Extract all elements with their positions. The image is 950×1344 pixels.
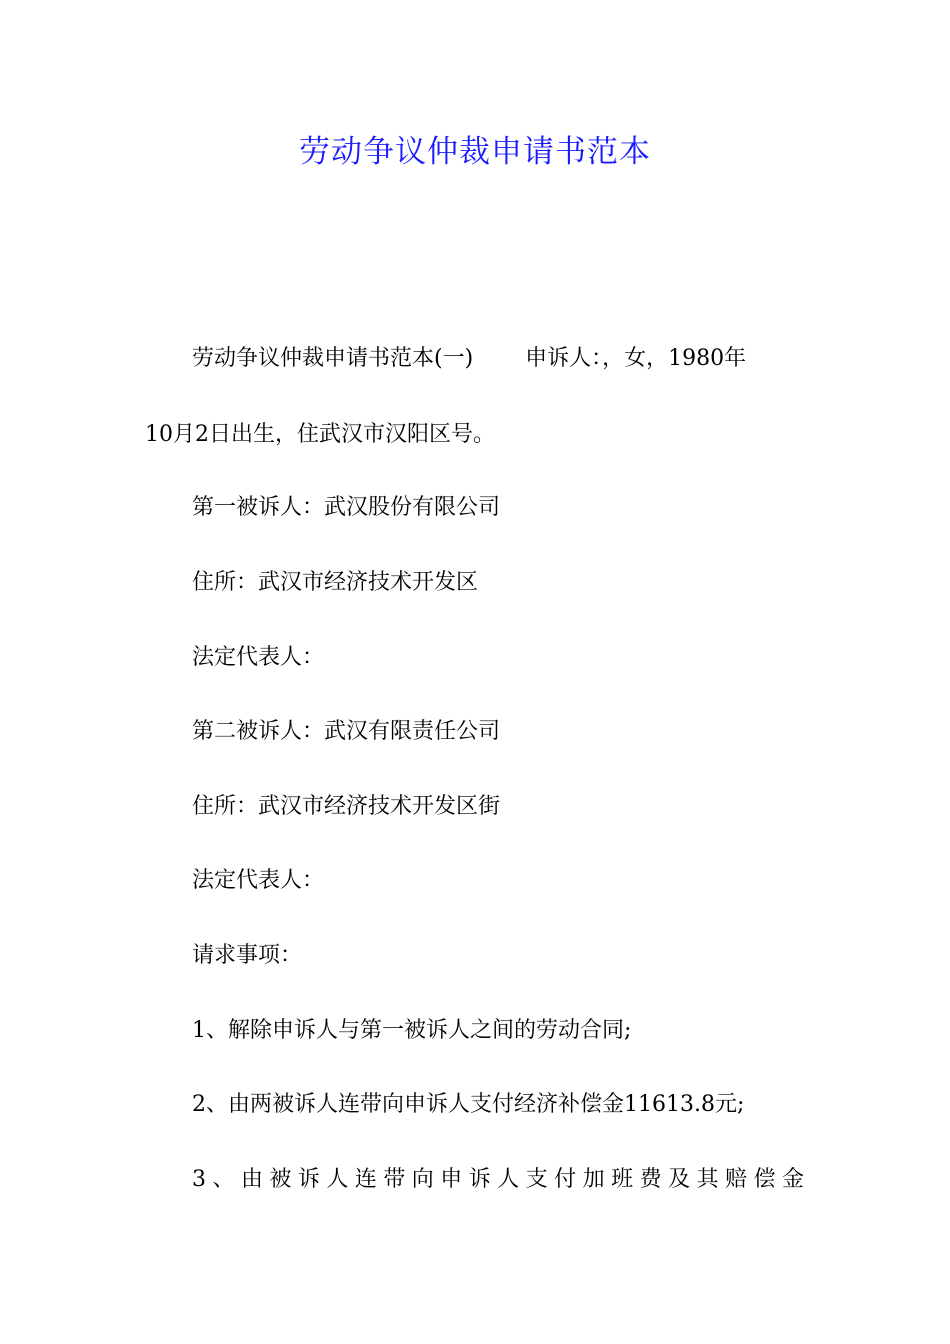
second-respondent-address: 住所：武汉市经济技术开发区街 bbox=[192, 794, 501, 819]
claims-heading: 请求事项： bbox=[192, 943, 303, 968]
second-respondent: 第二被诉人：武汉有限责任公司 bbox=[192, 719, 501, 744]
intro-title-text: 劳动争议仲裁申请书范本(一) bbox=[192, 346, 474, 371]
appellant-text: 申诉人：，女，1980年 bbox=[525, 346, 747, 371]
document-title: 劳动争议仲裁申请书范本 bbox=[299, 134, 651, 170]
appellant-continuation: 10月2日出生，住武汉市汉阳区号。 bbox=[145, 422, 495, 447]
first-respondent-representative: 法定代表人： bbox=[192, 645, 325, 670]
claim-item-3: 3、由被诉人连带向申诉人支付加班费及其赔偿金 bbox=[192, 1167, 804, 1192]
second-respondent-representative: 法定代表人： bbox=[192, 868, 325, 893]
claim-item-2: 2、由两被诉人连带向申诉人支付经济补偿金11613.8元; bbox=[192, 1092, 745, 1117]
first-respondent-address: 住所：武汉市经济技术开发区 bbox=[192, 570, 479, 595]
intro-line bbox=[192, 342, 746, 376]
claim-item-1: 1、解除申诉人与第一被诉人之间的劳动合同; bbox=[192, 1018, 632, 1043]
first-respondent: 第一被诉人：武汉股份有限公司 bbox=[192, 495, 501, 520]
